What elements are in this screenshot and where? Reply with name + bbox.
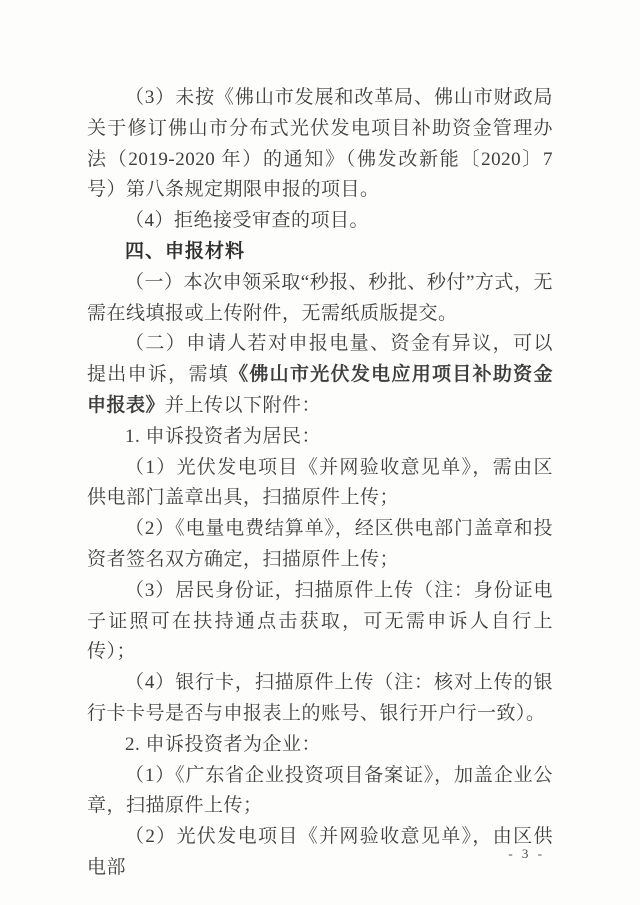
paragraph-disqualified-item-4: （4）拒绝接受审查的项目。 (125, 210, 370, 232)
paragraph-instant-process: （一）本次申领采取“秒报、秒批、秒付”方式，无需在线填报或上传附件，无需纸质版提交。 (87, 271, 553, 324)
subheading-enterprise-investor: 2. 申诉投资者为企业： (125, 733, 322, 755)
document-body (87, 83, 553, 884)
paragraph-enterprise-item-1: （1）《广东省企业投资项目备案证》，加盖企业公章，扫描原件上传； (87, 764, 553, 817)
paragraph-resident-item-1: （1）光伏发电项目《并网验收意见单》，需由区供电部门盖章出具，扫描原件上传； (87, 456, 553, 509)
subheading-resident-investor: 1. 申诉投资者为居民： (125, 425, 322, 447)
page-number: - 3 - (508, 846, 545, 861)
paragraph-disqualified-item-3: （3）未按《佛山市发展和改革局、佛山市财政局关于修订佛山市分布式光伏发电项目补助资金管理办法（2019-2020 年）的通知》（佛发改新能〔2020〕7 号）第八条规定期限申报的项目。 (87, 87, 553, 201)
paragraph-appeal-instructions (87, 329, 553, 421)
paragraph-enterprise-item-2: （2）光伏发电项目《并网验收意见单》，由区供电部 (87, 826, 553, 878)
appeal-form-title: 《佛山市光伏发电应用项目补助资金申报表》 (87, 364, 553, 416)
appeal-text-after: 并上传以下附件： (165, 394, 322, 416)
paragraph-resident-item-2: （2）《电量电费结算单》，经区供电部门盖章和投资者签名双方确定，扫描原件上传； (87, 518, 553, 570)
paragraph-resident-item-4: （4）银行卡，扫描原件上传（注：核对上传的银行卡卡号是否与申报表上的账号、银行开户行一致）。 (87, 672, 553, 724)
appeal-text-before: （二）申请人若对申报电量、资金有异议，可以提出申诉，需填 (87, 333, 553, 386)
section-heading-application-materials: 四、申报材料 (125, 240, 246, 262)
paragraph-resident-item-3: （3）居民身份证，扫描原件上传（注：身份证电子证照可在扶持通点击获取，可无需申诉人自行上传）； (87, 579, 553, 663)
